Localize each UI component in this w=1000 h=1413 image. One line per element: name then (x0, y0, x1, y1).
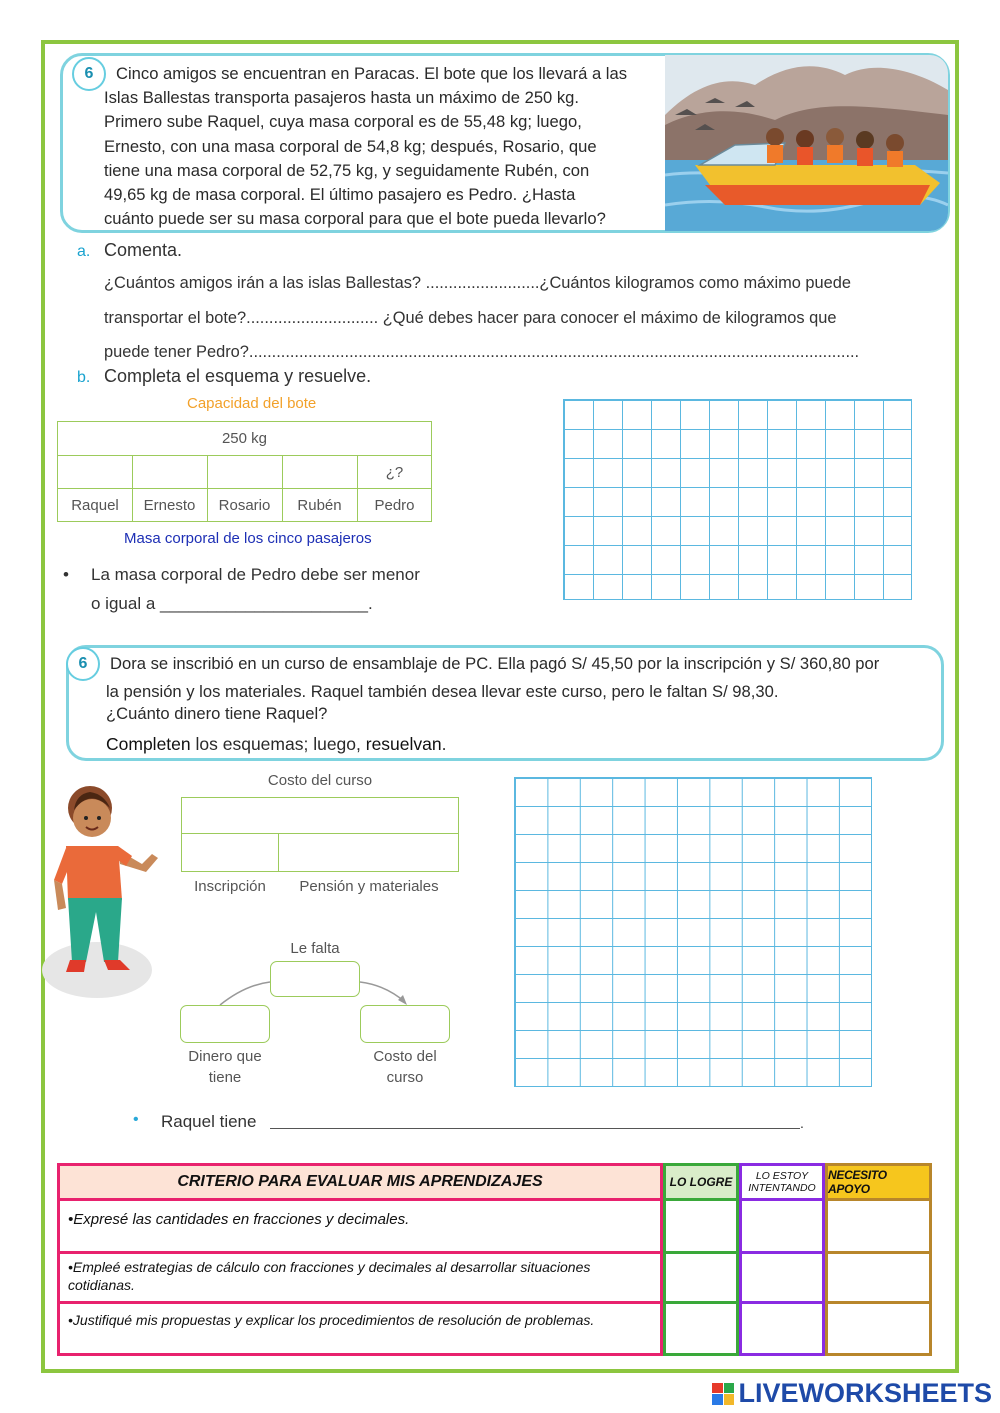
answer-label: Raquel tiene (161, 1112, 257, 1131)
money-has-label (170, 1046, 280, 1088)
item-b-instruction (104, 366, 371, 387)
instr-bold-1: Completen (106, 734, 191, 754)
statement-line: 49,65 kg de masa corporal. El último pasajero es Pedro. ¿Hasta (104, 185, 576, 205)
item-b-word-4: . (366, 366, 372, 386)
liveworksheets-logo (712, 1378, 992, 1409)
statement-line: Primero sube Raquel, cuya masa corporal es de 55,48 kg; luego, (104, 112, 582, 132)
rubric-check-need-help[interactable] (825, 1201, 932, 1254)
statement-line: Islas Ballestas transporta pasajeros hasta un máximo de 250 kg. (104, 88, 580, 108)
problem1-number: 6 (72, 57, 106, 91)
item-a-title (104, 240, 182, 261)
problem2-statement (106, 651, 936, 757)
problem2-number: 6 (66, 647, 100, 681)
evaluation-rubric (57, 1163, 934, 1356)
schema-unknown: ¿? (385, 464, 404, 481)
missing-title: Le falta (290, 940, 340, 957)
question-line-1: ¿Cuántos amigos irán a las islas Ballestas? .........................¿Cuántos kilogramos como máximo puede (104, 274, 851, 292)
rubric-header: CRITERIO PARA EVALUAR MIS APRENDIZAJES (57, 1163, 663, 1201)
cost-total-box[interactable] (181, 797, 459, 834)
statement-line: cuánto puede ser su masa corporal para que el bote pueda llevarlo? (104, 209, 606, 229)
rubric-check-trying[interactable] (739, 1304, 825, 1356)
problem1-statement (104, 62, 664, 231)
rubric-col-need-help: NECESITO APOYO (825, 1163, 932, 1201)
rubric-check-need-help[interactable] (825, 1304, 932, 1356)
item-a-title-dot: . (177, 240, 183, 260)
statement-line: la pensión y los materiales. Raquel también desea llevar este curso, pero le faltan S/ 98,30. (106, 682, 779, 701)
schema-name: Rosario (218, 497, 271, 514)
answer-bullet: • (133, 1111, 139, 1128)
rubric-col-achieved: LO LOGRE (663, 1163, 739, 1201)
schema-total: 250 kg (58, 422, 431, 456)
item-a-title-word: Comenta (104, 240, 178, 260)
inscription-label: Inscripción (194, 878, 266, 895)
work-grid-1[interactable] (563, 399, 912, 600)
rubric-check-achieved[interactable] (663, 1254, 739, 1304)
statement-line: ¿Cuánto dinero tiene Raquel? (106, 704, 328, 723)
liveworksheets-icon (712, 1383, 734, 1405)
conclusion-line-1: La masa corporal de Pedro debe ser menor (91, 565, 420, 584)
question-line-2: transportar el bote?............................. ¿Qué debes hacer para conocer el máximo de kilogramos que (104, 309, 837, 327)
rubric-check-achieved[interactable] (663, 1201, 739, 1254)
cost-schema-title: Costo del curso (267, 772, 373, 789)
question-line-3: puede tener Pedro?...................................................................................................................................... (104, 343, 860, 361)
rubric-row-3: •Justifiqué mis propuestas y explicar los procedimientos de resolución de problemas. (57, 1304, 663, 1356)
boat-capacity-schema (57, 421, 432, 522)
rubric-col-trying-line: LO ESTOY (755, 1170, 809, 1182)
item-b-letter: b. (77, 369, 91, 386)
money-has-box[interactable] (180, 1005, 270, 1043)
liveworksheets-brand: LIVEWORKSHEETS (738, 1378, 992, 1408)
bullet-dot: • (63, 565, 69, 584)
boat-illustration (665, 55, 948, 231)
pension-box[interactable] (279, 834, 459, 872)
work-grid-2[interactable] (514, 777, 872, 1087)
rubric-col-trying-line: INTENTANDO (748, 1182, 816, 1194)
money-has-label-line: tiene (208, 1069, 242, 1086)
pension-label: Pensión y materiales (299, 878, 439, 895)
statement-line: tiene una masa corporal de 52,75 kg, y seguidamente Rubén, con (104, 160, 590, 180)
boy-illustration (42, 780, 172, 1005)
statement-line: Cinco amigos se encuentran en Paracas. El bote que los llevará a las (116, 64, 628, 83)
rubric-row-1: •Expresé las cantidades en fracciones y decimales. (57, 1201, 663, 1254)
rubric-col-trying (739, 1163, 825, 1201)
statement-line: Ernesto, con una masa corporal de 54,8 kg; después, Rosario, que (104, 136, 597, 156)
item-a-letter: a. (77, 243, 91, 260)
course-cost-label-line: Costo del (373, 1048, 437, 1065)
inscription-box[interactable] (181, 834, 279, 872)
instr-end: . (441, 734, 447, 754)
rubric-check-trying[interactable] (739, 1254, 825, 1304)
schema-title: Capacidad del bote (187, 395, 317, 412)
instr-bold-2: resuelvan (365, 734, 442, 754)
statement-line: Dora se inscribió en un curso de ensamblaje de PC. Ella pagó S/ 45,50 por la inscripción y S/ 360,80 por (110, 654, 880, 673)
schema-caption: Masa corporal de los cinco pasajeros (124, 530, 372, 547)
answer-period: . (800, 1115, 804, 1131)
rubric-row-2: •Empleé estrategias de cálculo con fracciones y decimales al desarrollar situaciones cotidianas. (57, 1254, 663, 1304)
rubric-check-achieved[interactable] (663, 1304, 739, 1356)
schema-name: Pedro (374, 497, 415, 514)
rubric-check-need-help[interactable] (825, 1254, 932, 1304)
answer-line[interactable] (270, 1128, 800, 1129)
schema-name: Raquel (71, 497, 119, 514)
course-cost-box[interactable] (360, 1005, 450, 1043)
item-b-word-3: resuelve (298, 366, 367, 386)
course-cost-label-line: curso (386, 1069, 424, 1086)
item-b-word-2: el esquema y (181, 366, 299, 386)
conclusion-line-2: o igual a ______________________. (91, 594, 373, 613)
rubric-check-trying[interactable] (739, 1201, 825, 1254)
course-cost-label (350, 1046, 460, 1088)
instr-mid: los esquemas; luego, (190, 734, 366, 754)
item-b-word-1: Completa (104, 366, 182, 386)
problem2-instruction (106, 731, 936, 757)
schema-name: Ernesto (143, 497, 196, 514)
schema-name: Rubén (297, 497, 342, 514)
money-has-label-line: Dinero que (188, 1048, 262, 1065)
missing-box[interactable] (270, 961, 360, 997)
